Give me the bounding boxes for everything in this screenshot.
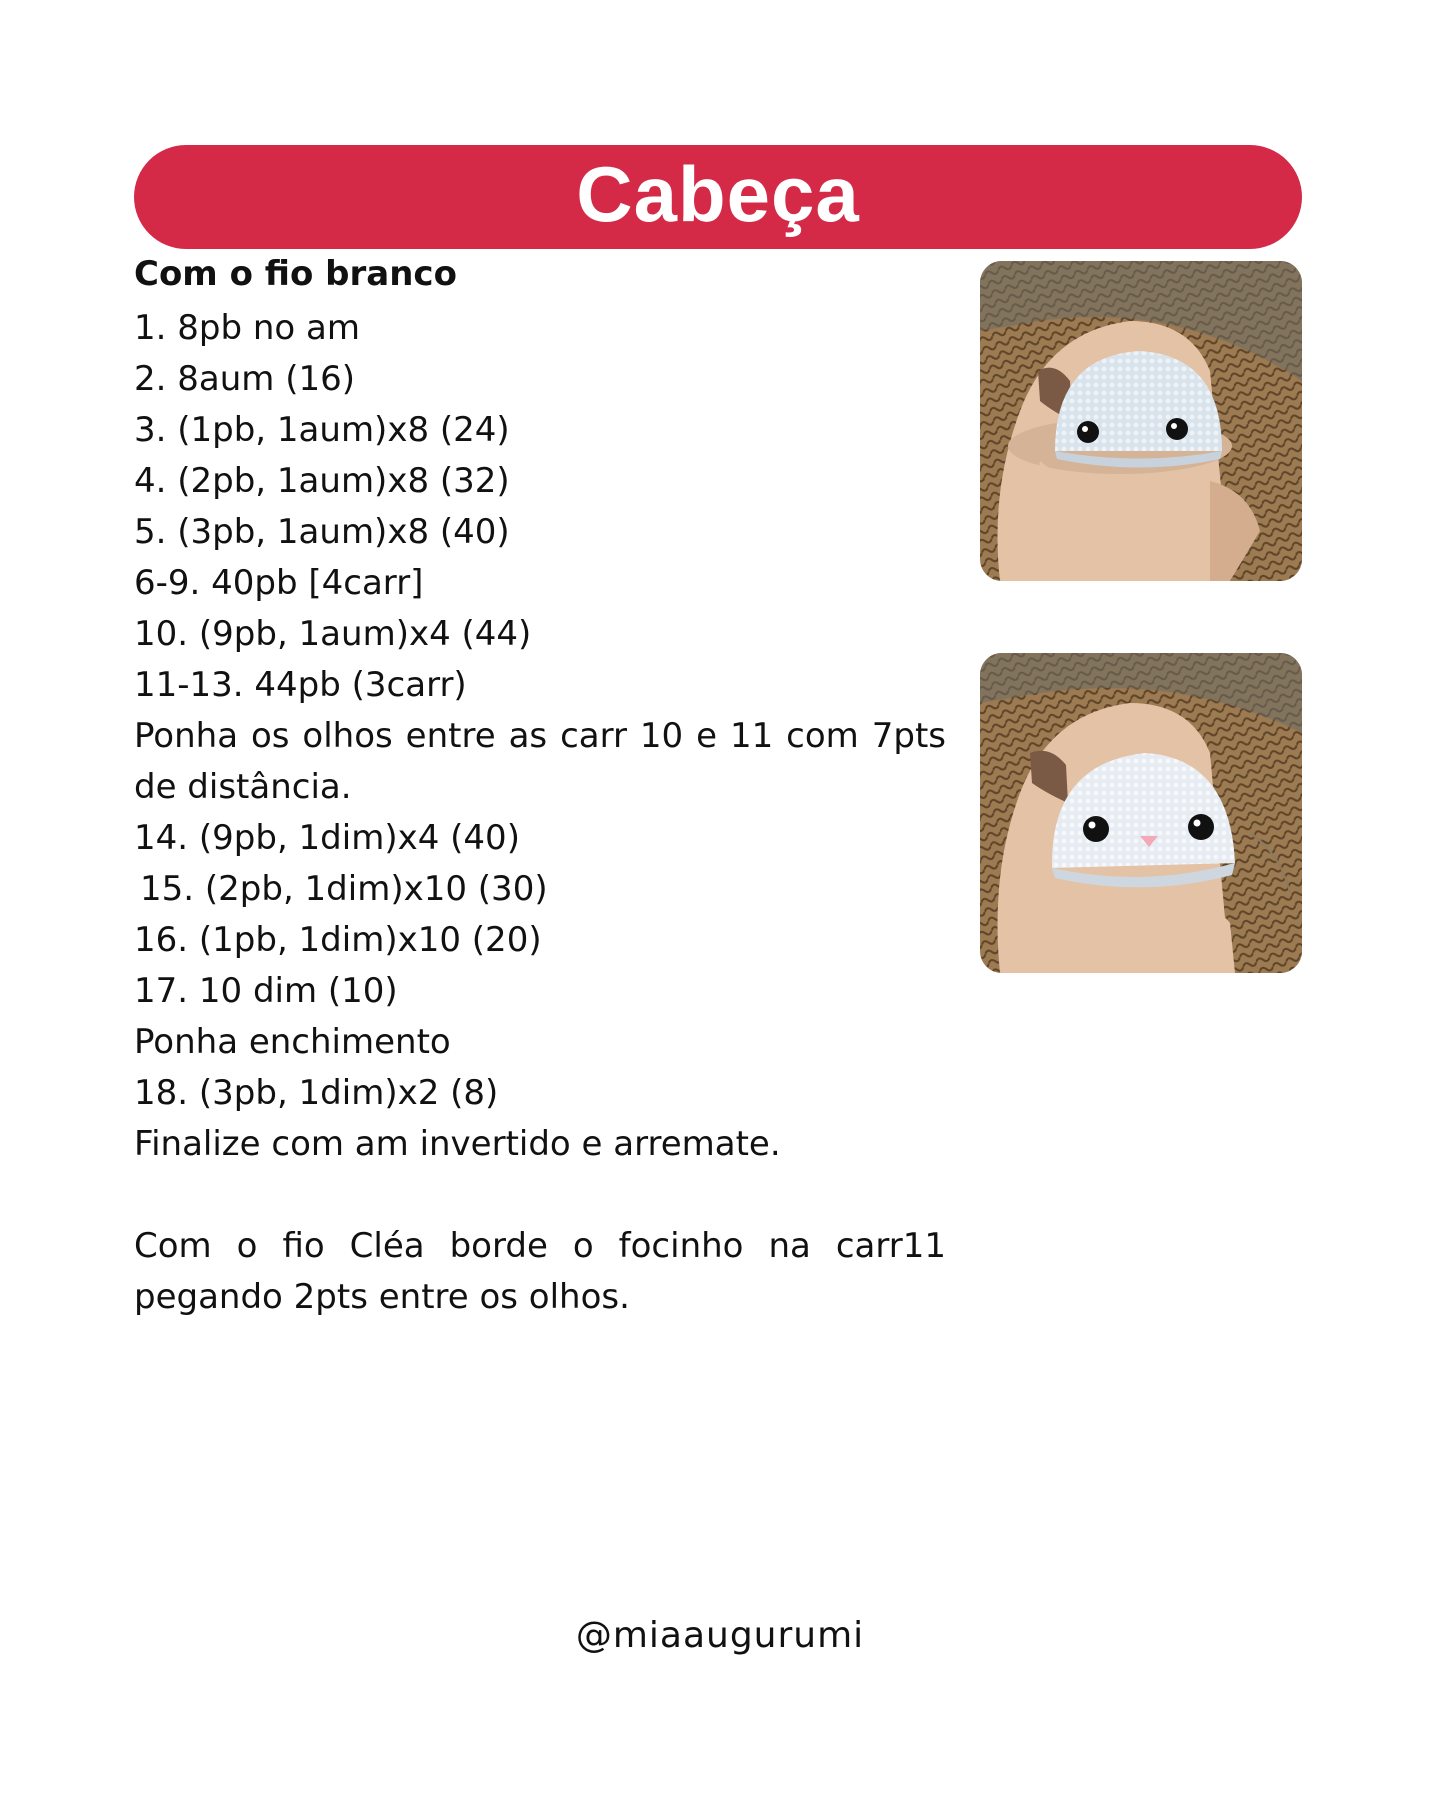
- page-title: Cabeça: [576, 150, 860, 238]
- pattern-subtitle: Com o fio branco: [134, 254, 457, 294]
- pattern-row: 6-9. 40pb [4carr]: [134, 563, 424, 603]
- pattern-row: 16. (1pb, 1dim)x10 (20): [134, 920, 542, 960]
- pattern-row: 3. (1pb, 1aum)x8 (24): [134, 410, 510, 450]
- pattern-row: 15. (2pb, 1dim)x10 (30): [140, 869, 548, 909]
- pattern-row: 18. (3pb, 1dim)x2 (8): [134, 1073, 499, 1113]
- head-photo-snout: [980, 653, 1302, 973]
- pattern-row: 14. (9pb, 1dim)x4 (40): [134, 818, 520, 858]
- title-banner: [134, 145, 1302, 249]
- snout-note: Com o fio Cléa borde o focinho na carr11 pegando 2pts entre os olhos.: [134, 1226, 946, 1317]
- pattern-row: 17. 10 dim (10): [134, 971, 398, 1011]
- head-photo-eyes: [980, 261, 1302, 581]
- author-handle: @miaaugurumi: [575, 1615, 865, 1656]
- eyes-note: Ponha os olhos entre as carr 10 e 11 com 7pts de distância.: [134, 716, 946, 807]
- pattern-row: 11-13. 44pb (3carr): [134, 665, 467, 705]
- pattern-row: 5. (3pb, 1aum)x8 (40): [134, 512, 510, 552]
- pattern-row: 4. (2pb, 1aum)x8 (32): [134, 461, 510, 501]
- pattern-row: 1. 8pb no am: [134, 308, 360, 348]
- pattern-row: 10. (9pb, 1aum)x4 (44): [134, 614, 532, 654]
- pattern-row: 2. 8aum (16): [134, 359, 355, 399]
- pattern-text: [134, 252, 946, 1323]
- stuffing-note: Ponha enchimento: [134, 1022, 451, 1062]
- finish-note: Finalize com am invertido e arremate.: [134, 1124, 781, 1164]
